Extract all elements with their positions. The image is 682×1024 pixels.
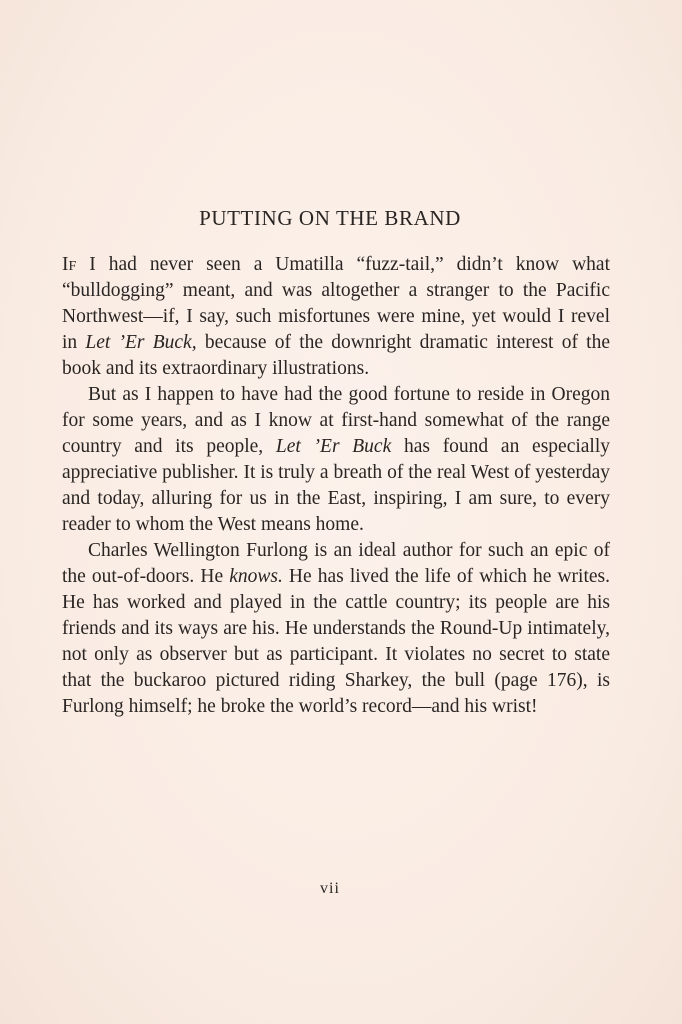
paragraph-3-text-a: Charles Wellington Furlong is an ideal author for such an epic of the out-of-doors. He — [62, 540, 610, 587]
emphasis-italic: knows. — [229, 566, 283, 587]
chapter-title: PUTTING ON THE BRAND — [199, 206, 461, 230]
paragraph-1 — [62, 252, 610, 382]
paragraph-3 — [62, 538, 610, 720]
page-number: vii — [320, 880, 340, 897]
paragraph-1-text-b: because of the downright dramatic interest of the book and its extraordinary illustrations. — [62, 332, 610, 379]
body-text — [62, 252, 610, 720]
paragraph-1-text-a: I had never seen a Umatilla “fuzz-tail,” didn’t know what “bulldogging” meant, and was altogether a stranger to the Pacific Northwest—if, I say, such misfortunes were mine, yet would I revel in — [62, 254, 610, 353]
paragraph-1-opening-word: If — [62, 254, 77, 275]
paragraph-2-text-b: has found an especially appreciative publisher. It is truly a breath of the real West of yesterday and today, alluring for us in the East, inspiring, I am sure, to every reader to whom the West means home. — [62, 436, 611, 535]
book-title-italic: Let ’Er Buck, — [85, 332, 197, 353]
paragraph-2 — [62, 382, 610, 538]
book-title-italic: Let ’Er Buck — [275, 436, 392, 457]
paragraph-3-text-b: He has lived the life of which he writes. He has worked and played in the cattle country; its people are his friends and its ways are his. He understands the Round-Up intimately, not only as observer but as participant. It violates no secret to state that the buckaroo pictured riding Sharkey, the bull (page 176), is Furlong himself; he broke the world’s record—and his wrist! — [62, 566, 610, 717]
paragraph-2-text-a: But as I happen to have had the good fortune to reside in Oregon for some years, and as I know at first-hand somewhat of the range country and its people, — [62, 384, 610, 457]
